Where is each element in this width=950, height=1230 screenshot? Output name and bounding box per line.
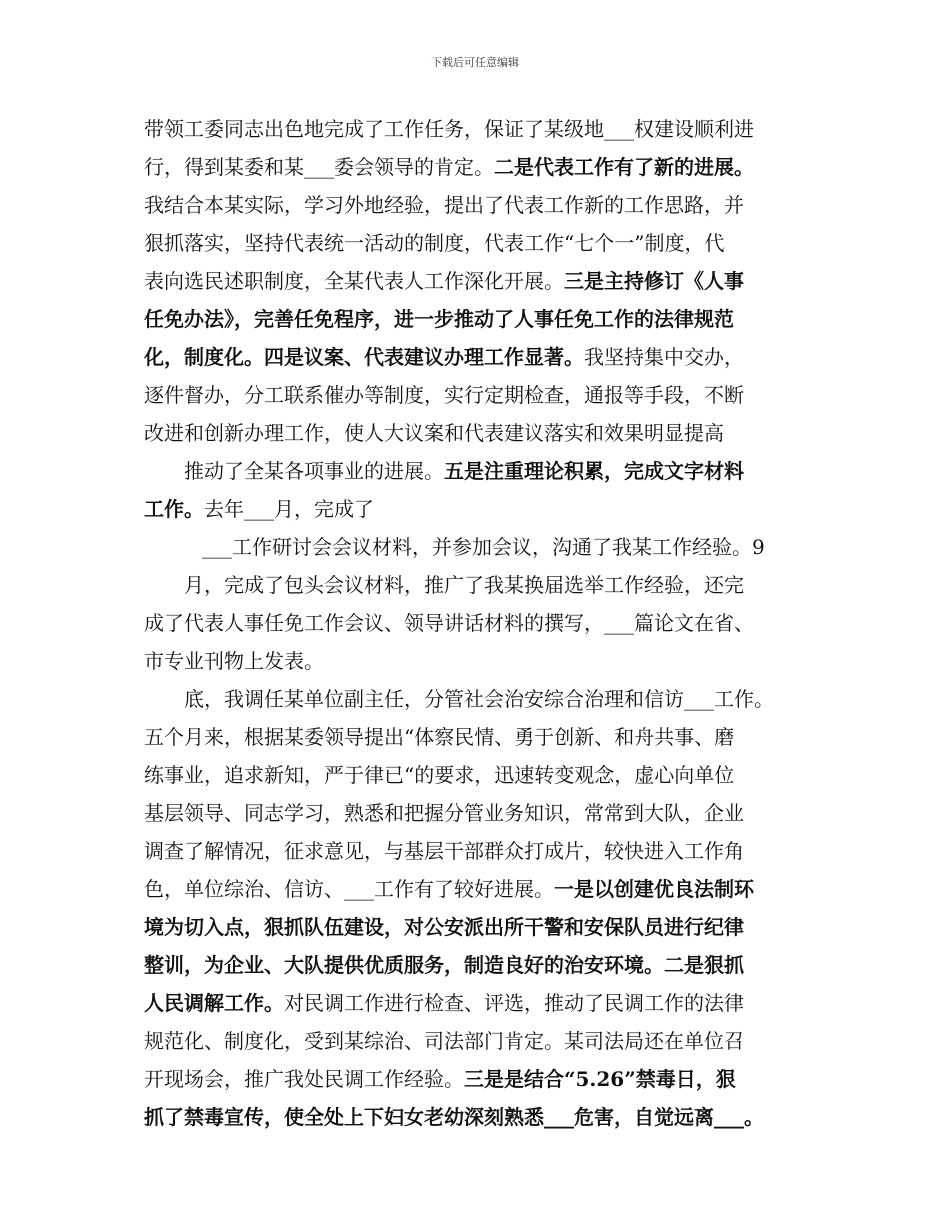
text-segment: 成了代表人事任免工作会议、领导讲话材料的撰写，___篇论文在省、 <box>144 611 754 635</box>
bold-text-segment: 二是代表工作有了新的进展。 <box>494 155 754 179</box>
text-line <box>144 794 824 832</box>
text-line <box>144 604 824 642</box>
text-segment: 带领工委同志出色地完成了工作任务，保证了某级地___权建设顺利进 <box>144 117 754 141</box>
text-segment: 表向选民述职制度，全某代表人工作深化开展。 <box>144 269 564 293</box>
text-line <box>144 908 824 946</box>
text-line <box>144 870 824 908</box>
text-line <box>144 718 824 756</box>
text-line <box>144 984 824 1022</box>
text-segment: 行，得到某委和某___委会领导的肯定。 <box>144 155 494 179</box>
text-line <box>144 376 824 414</box>
text-line <box>144 946 824 984</box>
bold-text-segment: 整训，为企业、大队提供优质服务，制造良好的治安环境。二是狠抓 <box>144 953 744 977</box>
bold-text-segment: 任免办法》，完善任免程序，进一步推动了人事任免工作的法律规范 <box>144 307 734 331</box>
text-line <box>144 1098 824 1136</box>
bold-text-segment: 五是注重理论积累，完成文字材料 <box>444 459 744 483</box>
text-segment: 对民调工作进行检查、评选，推动了民调工作的法律 <box>284 991 744 1015</box>
text-segment: 月，完成了包头会议材料，推广了我某换届选举工作经验，还完 <box>184 573 744 597</box>
bold-text-segment: 化，制度化。四是议案、代表建议办理工作显著。 <box>144 345 584 369</box>
text-line <box>144 756 824 794</box>
text-line <box>144 186 824 224</box>
bold-text-segment: 三是主持修订《人事 <box>564 269 744 293</box>
text-line <box>144 262 824 300</box>
text-segment: 去年___月，完成了 <box>204 497 374 521</box>
bold-text-segment: 一是以创建优良法制环 <box>554 877 754 901</box>
text-segment: 底，我调任某单位副主任，分管社会治安综合治理和信访___工作。 <box>184 687 774 711</box>
text-line <box>144 490 824 528</box>
text-segment: 五个月来，根据某委领导提出“体察民情、勇于创新、和舟共事、磨 <box>144 725 735 749</box>
bold-text-segment: 境为切入点，狠抓队伍建设，对公安派出所干警和安保队员进行纪律 <box>144 915 744 939</box>
text-line <box>144 148 824 186</box>
document-body <box>144 110 824 1136</box>
bold-text-segment: 工作。 <box>144 497 204 521</box>
text-segment: 逐件督办，分工联系催办等制度，实行定期检查，通报等手段，不断 <box>144 383 744 407</box>
text-line <box>144 414 824 452</box>
text-segment: 我结合本某实际，学习外地经验，提出了代表工作新的工作思路，并 <box>144 193 744 217</box>
text-segment: 改进和创新办理工作，使人大议案和代表建议落实和效果明显提高 <box>144 421 724 445</box>
text-segment: 基层领导、同志学习，熟悉和把握分管业务知识，常常到大队，企业 <box>144 801 744 825</box>
text-line <box>144 566 824 604</box>
text-segment: 狠抓落实，坚持代表统一活动的制度，代表工作“七个一”制度，代 <box>144 231 725 255</box>
text-segment: 推动了全某各项事业的进展。 <box>184 459 444 483</box>
bold-text-segment: 三是是结合“5.26”禁毒日，狠 <box>464 1067 736 1091</box>
text-segment: 调查了解情况，征求意见，与基层干部群众打成片，较快进入工作角 <box>144 839 744 863</box>
text-segment: 色，单位综治、信访、___工作有了较好进展。 <box>144 877 554 901</box>
bold-text-segment: 人民调解工作。 <box>144 991 284 1015</box>
text-segment: 开现场会，推广我处民调工作经验。 <box>144 1067 464 1091</box>
text-segment: 规范化、制度化，受到某综治、司法部门肯定。某司法局还在单位召 <box>144 1029 744 1053</box>
text-line <box>144 452 824 490</box>
text-segment: ___工作研讨会会议材料，并参加会议，沟通了我某工作经验。9 <box>202 535 765 559</box>
text-line <box>144 528 824 566</box>
text-line <box>144 832 824 870</box>
text-line <box>144 300 824 338</box>
text-line <box>144 338 824 376</box>
text-segment: 练事业，追求新知，严于律已“的要求，迅速转变观念，虚心向单位 <box>144 763 735 787</box>
page-header: 下载后可任意编辑 <box>431 56 519 69</box>
text-line <box>144 642 824 680</box>
text-line <box>144 1022 824 1060</box>
text-segment: 我坚持集中交办， <box>584 345 744 369</box>
text-segment: 市专业刊物上发表。 <box>144 649 324 673</box>
text-line <box>144 110 824 148</box>
text-line <box>144 224 824 262</box>
text-line <box>144 680 824 718</box>
text-line <box>144 1060 824 1098</box>
bold-text-segment: 抓了禁毒宣传，使全处上下妇女老幼深刻熟悉___危害，自觉远离___。 <box>144 1105 764 1129</box>
